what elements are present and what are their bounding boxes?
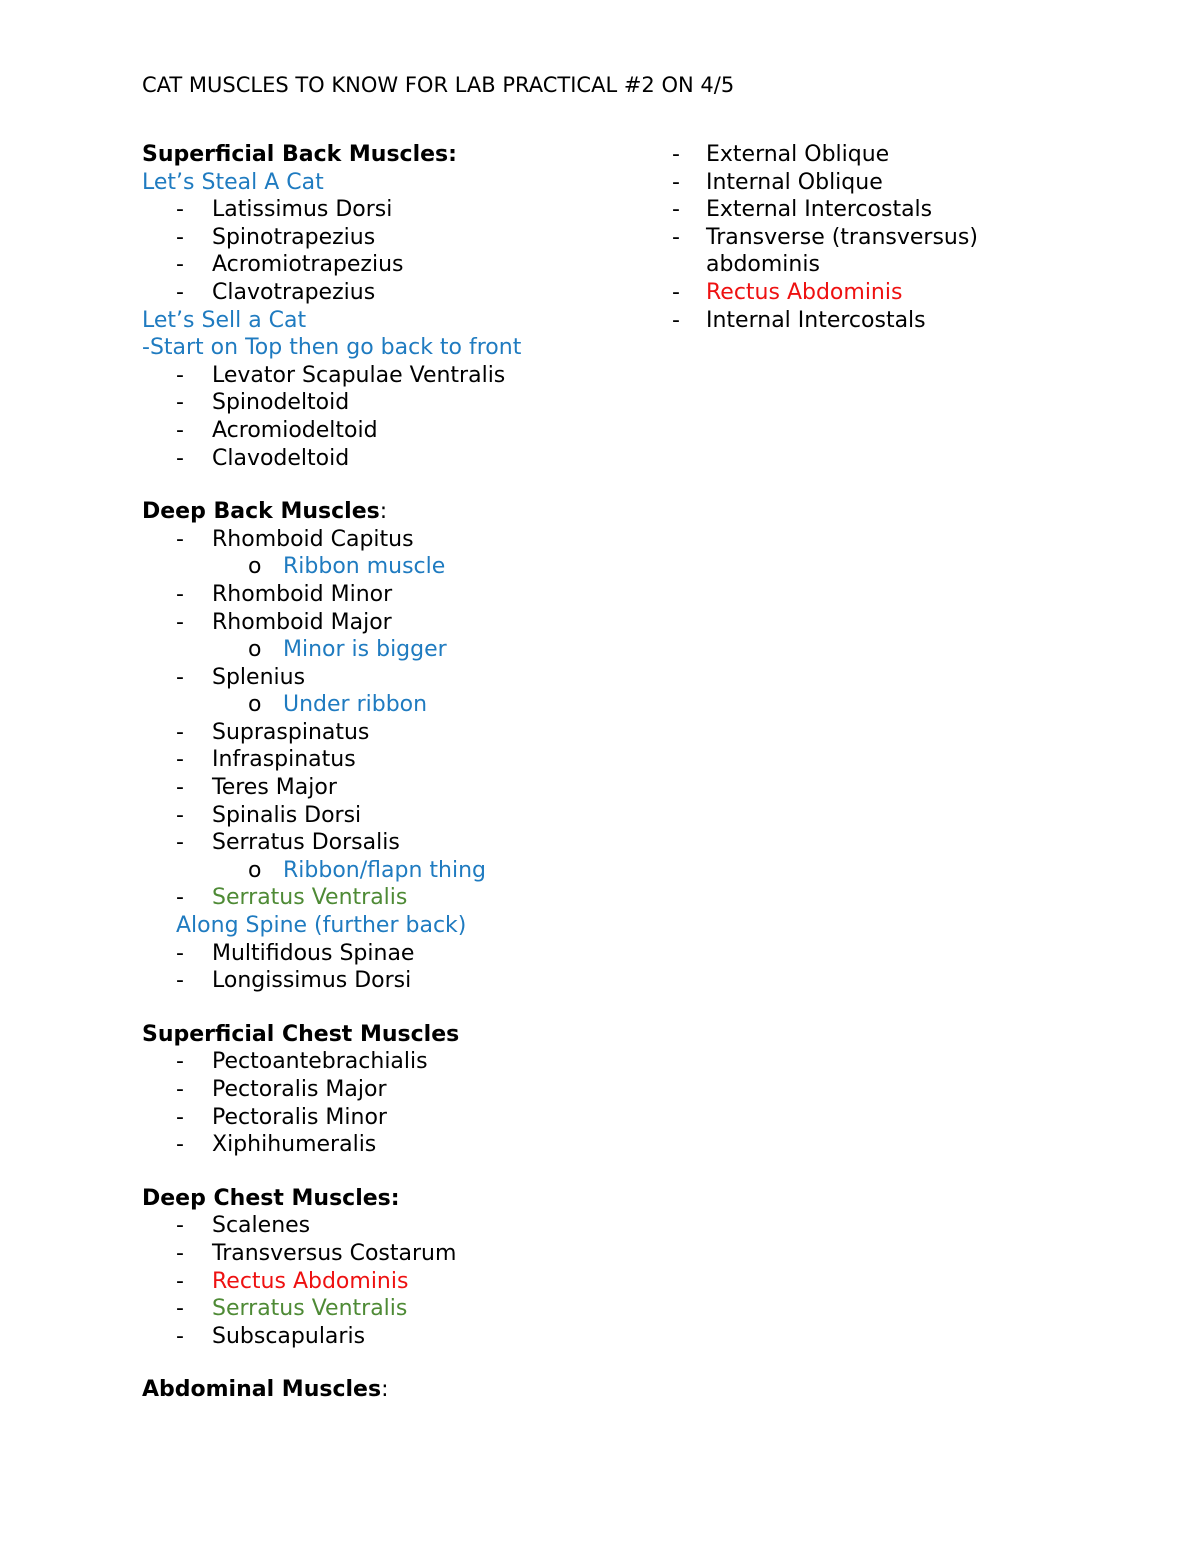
list-item-rectus-abdominis: - Rectus Abdominis — [176, 1268, 409, 1294]
bullet-dash: - — [176, 1049, 184, 1075]
bullet-dash: - — [176, 445, 184, 471]
sub-note: o Under ribbon — [248, 692, 428, 718]
note-along-spine: Along Spine (further back) — [176, 913, 467, 939]
sub-bullet: o — [248, 692, 262, 718]
list-item: - Levator Scapulae Ventralis — [176, 362, 506, 388]
bullet-dash: - — [176, 252, 184, 278]
bullet-dash: - — [176, 609, 184, 635]
list-item: - Acromiodeltoid — [176, 417, 378, 443]
list-item: - Pectoantebrachialis — [176, 1049, 428, 1075]
list-item-serratus-ventralis: - Serratus Ventralis — [176, 1296, 408, 1322]
sub-bullet: o — [248, 637, 262, 663]
bullet-dash: - — [176, 362, 184, 388]
list-item: - Internal Oblique — [672, 169, 883, 195]
left-column — [142, 141, 702, 1404]
list-item: - Rhomboid Capitus — [176, 526, 414, 552]
bullet-dash: - — [176, 279, 184, 305]
list-item: - External Intercostals — [672, 197, 933, 223]
bullet-dash: - — [176, 1132, 184, 1158]
list-item: - Transverse (transversus) — [672, 224, 978, 250]
list-item: - Spinalis Dorsi — [176, 802, 362, 828]
bullet-dash: - — [176, 1077, 184, 1102]
bullet-dash: - — [176, 390, 184, 416]
bullet-dash: - — [176, 1104, 184, 1130]
list-item: - Spinotrapezius — [176, 224, 376, 250]
section-heading-superficial-back: Superficial Back Muscles: — [142, 142, 457, 167]
bullet-dash: - — [176, 1323, 184, 1349]
list-item: - Clavotrapezius — [176, 279, 376, 305]
mnemonic-sell-a-cat: Let’s Sell a Cat — [142, 307, 307, 333]
bullet-dash: - — [176, 1296, 184, 1322]
list-item: - Rhomboid Major — [176, 609, 392, 635]
bullet-dash: - — [672, 142, 680, 167]
bullet-dash: - — [672, 279, 680, 305]
bullet-dash: - — [176, 775, 184, 801]
list-item: - Serratus Dorsalis — [176, 830, 400, 856]
note-start-on-top: -Start on Top then go back to front — [142, 335, 522, 361]
list-item: - Subscapularis — [176, 1323, 366, 1349]
bullet-dash: - — [176, 968, 184, 994]
bullet-dash: - — [176, 1213, 184, 1239]
bullet-dash: - — [176, 1268, 184, 1294]
sub-bullet: o — [248, 554, 262, 580]
list-item: - Internal Intercostals — [672, 307, 926, 333]
right-column — [672, 141, 1072, 334]
bullet-dash: - — [176, 664, 184, 690]
bullet-dash: - — [176, 802, 184, 828]
list-item: - Latissimus Dorsi — [176, 197, 393, 223]
list-item: - External Oblique — [672, 142, 890, 167]
section-heading-superficial-chest: Superficial Chest Muscles — [142, 1021, 460, 1047]
list-item: - Splenius — [176, 664, 306, 690]
list-item: - Rhomboid Minor — [176, 581, 393, 607]
bullet-dash: - — [176, 885, 184, 911]
list-item: - Pectoralis Major — [176, 1077, 387, 1102]
list-item: - Xiphihumeralis — [176, 1132, 377, 1158]
bullet-dash: - — [672, 224, 680, 250]
bullet-dash: - — [672, 169, 680, 195]
bullet-dash: - — [176, 940, 184, 966]
list-item: - Pectoralis Minor — [176, 1104, 387, 1130]
sub-note: o Minor is bigger — [248, 637, 447, 663]
list-item: - Infraspinatus — [176, 747, 356, 773]
list-item: - Transversus Costarum — [176, 1240, 457, 1266]
bullet-dash: - — [176, 1240, 184, 1266]
bullet-dash: - — [176, 417, 184, 443]
bullet-dash: - — [176, 197, 184, 223]
list-item: - Multifidous Spinae — [176, 940, 415, 966]
list-item: - Longissimus Dorsi — [176, 968, 412, 994]
bullet-dash: - — [176, 747, 184, 773]
list-item: - Acromiotrapezius — [176, 252, 404, 278]
list-item-rectus-abdominis: - Rectus Abdominis — [672, 279, 903, 305]
list-item-serratus-ventralis: - Serratus Ventralis — [176, 885, 408, 911]
sub-bullet: o — [248, 857, 262, 883]
bullet-dash: - — [176, 526, 184, 552]
section-heading-deep-chest: Deep Chest Muscles: — [142, 1185, 400, 1211]
list-item: - Teres Major — [176, 775, 337, 801]
bullet-dash: - — [176, 719, 184, 745]
bullet-dash: - — [672, 197, 680, 223]
bullet-dash: - — [176, 224, 184, 250]
page-title: CAT MUSCLES TO KNOW FOR LAB PRACTICAL #2 ON 4/5 — [142, 73, 735, 97]
list-item-continuation: abdominis — [706, 252, 820, 278]
list-item: - Spinodeltoid — [176, 390, 350, 416]
bullet-dash: - — [176, 581, 184, 607]
bullet-dash: - — [176, 830, 184, 856]
section-heading-deep-back: Deep Back Muscles: — [142, 499, 388, 525]
list-item: - Scalenes — [176, 1213, 311, 1239]
list-item: - Supraspinatus — [176, 719, 370, 745]
section-heading-abdominal: Abdominal Muscles: — [142, 1377, 389, 1403]
list-item: - Clavodeltoid — [176, 445, 350, 471]
bullet-dash: - — [672, 307, 680, 333]
mnemonic-steal-a-cat: Let’s Steal A Cat — [142, 169, 324, 195]
sub-note: o Ribbon/flapn thing — [248, 857, 486, 883]
sub-note: o Ribbon muscle — [248, 554, 446, 580]
